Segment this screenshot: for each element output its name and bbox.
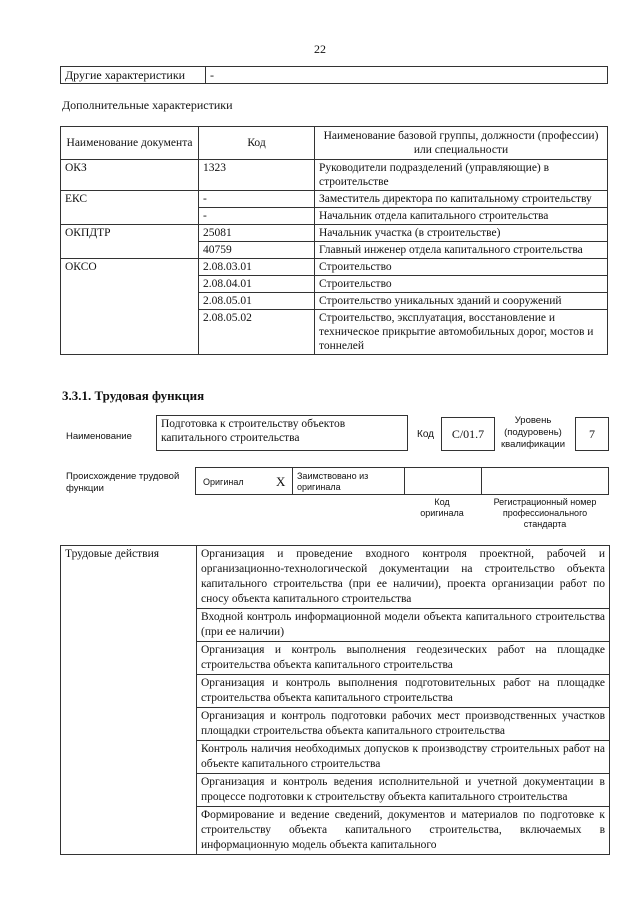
- table-row: [61, 546, 610, 609]
- function-code-label: Код: [417, 429, 435, 440]
- function-name-value: Подготовка к строительству объектов капитального строительства: [156, 415, 408, 451]
- additional-characteristics-table: [60, 126, 608, 355]
- labor-action-item: Контроль наличия необходимых допусков к производству строительных работ на объекте капитального строительства: [197, 741, 610, 774]
- labor-action-item: Формирование и ведение сведений, документов и материалов по подготовке к строительству объекта капитального строительства, включаемых в информационную модель объекта капитального: [197, 807, 610, 855]
- code-cell: -: [199, 191, 315, 208]
- doc-cell: ОКСО: [61, 259, 199, 355]
- table-row: [61, 225, 608, 242]
- code-cell: 40759: [199, 242, 315, 259]
- doc-cell: ОКПДТР: [61, 225, 199, 259]
- table-row: [61, 191, 608, 208]
- code-cell: -: [199, 208, 315, 225]
- section-title: 3.3.1. Трудовая функция: [62, 388, 205, 403]
- origin-original-mark: X: [276, 474, 286, 489]
- origin-divider: [292, 467, 293, 494]
- origin-label: Происхождение трудовой функции: [66, 471, 180, 494]
- function-code-value: С/01.7: [441, 417, 495, 451]
- labor-actions-table: [60, 545, 610, 855]
- origin-divider: [404, 467, 405, 494]
- header-code: Код: [199, 127, 315, 160]
- labor-action-item: Организация и контроль выполнения геодезических работ на площадке строительства объекта капитального строительства: [197, 642, 610, 675]
- doc-cell: ОКЗ: [61, 160, 199, 191]
- other-characteristics-table: [60, 66, 608, 84]
- name-cell: Строительство: [315, 276, 608, 293]
- origin-original-label: Оригинал: [203, 477, 244, 487]
- code-cell: 2.08.05.02: [199, 310, 315, 355]
- other-characteristics-label: Другие характеристики: [61, 67, 206, 84]
- origin-box: [195, 467, 609, 495]
- origin-reg-caption: Регистрационный номер профессионального стандарта: [493, 497, 597, 529]
- name-cell: Руководители подразделений (управляющие) в строительстве: [315, 160, 608, 191]
- header-group-name: Наименование базовой группы, должности (профессии) или специальности: [315, 127, 608, 160]
- table-row: [61, 259, 608, 276]
- code-cell: 2.08.05.01: [199, 293, 315, 310]
- labor-action-item: Организация и контроль подготовки рабочих мест производственных участков площадки строительства объекта капитального строительства: [197, 708, 610, 741]
- origin-code-caption: Код оригинала: [420, 497, 464, 518]
- labor-actions-label: Трудовые действия: [61, 546, 197, 855]
- other-characteristics-value: -: [206, 67, 608, 84]
- name-cell: Начальник отдела капитального строительства: [315, 208, 608, 225]
- doc-cell: ЕКС: [61, 191, 199, 225]
- name-cell: Заместитель директора по капитальному строительству: [315, 191, 608, 208]
- page-number: 22: [314, 42, 326, 56]
- name-cell: Главный инженер отдела капитального строительства: [315, 242, 608, 259]
- origin-divider: [481, 467, 482, 494]
- labor-action-item: Входной контроль информационной модели объекта капитального строительства (при ее наличии): [197, 609, 610, 642]
- header-document: Наименование документа: [61, 127, 199, 160]
- name-cell: Строительство, эксплуатация, восстановление и техническое прикрытие автомобильных дорог, мостов и тоннелей: [315, 310, 608, 355]
- code-cell: 1323: [199, 160, 315, 191]
- labor-action-item: Организация и контроль ведения исполнительной и учетной документации в процессе подготовки к строительству объекта капитального строительства: [197, 774, 610, 807]
- labor-action-item: Организация и контроль выполнения подготовительных работ на площадке строительства объекта капитального строительства: [197, 675, 610, 708]
- code-cell: 25081: [199, 225, 315, 242]
- function-level-value: 7: [575, 417, 609, 451]
- function-level-label: Уровень (подуровень) квалификации: [500, 415, 566, 450]
- function-name-label: Наименование: [66, 431, 132, 442]
- code-cell: 2.08.04.01: [199, 276, 315, 293]
- name-cell: Начальник участка (в строительстве): [315, 225, 608, 242]
- origin-borrowed-label: Заимствовано из оригинала: [297, 471, 369, 492]
- table-row: [61, 160, 608, 191]
- name-cell: Строительство уникальных зданий и сооружений: [315, 293, 608, 310]
- name-cell: Строительство: [315, 259, 608, 276]
- additional-heading: Дополнительные характеристики: [62, 98, 233, 112]
- code-cell: 2.08.03.01: [199, 259, 315, 276]
- labor-action-item: Организация и проведение входного контроля проектной, рабочей и организационно-технологической документации на строительство объекта капитального строительства (при ее наличии), проекта организации работ по сносу объекта капитального строительства: [197, 546, 610, 609]
